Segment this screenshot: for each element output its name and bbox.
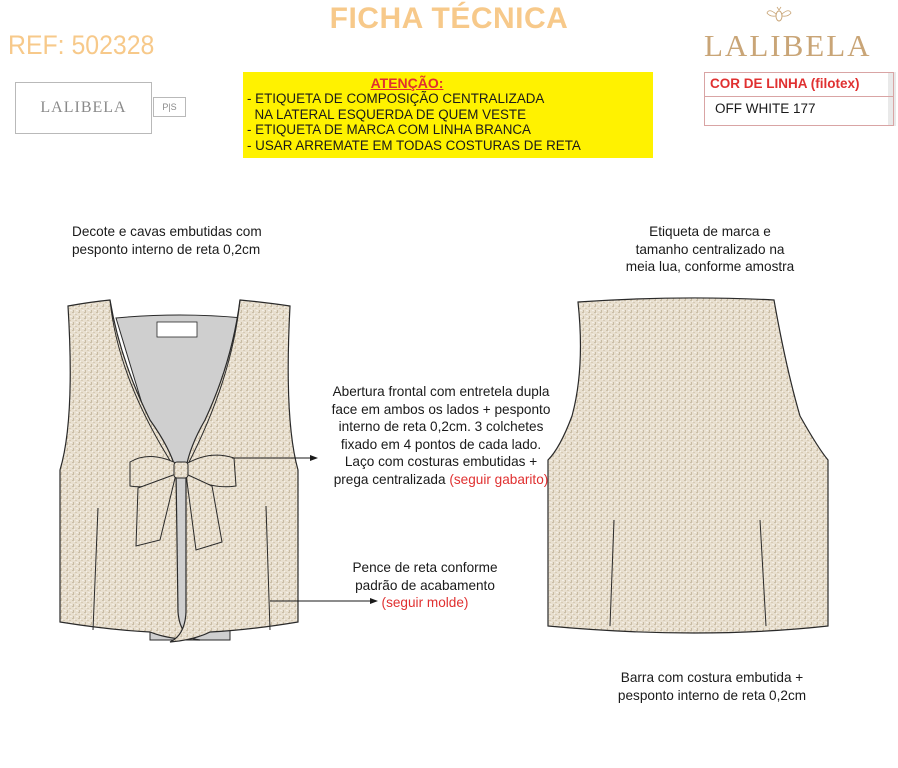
note-hem (592, 669, 832, 704)
attention-heading: ATENÇÃO: (370, 75, 444, 91)
note-bow (306, 453, 576, 488)
note-front-opening (306, 383, 576, 453)
size-label-mockup: P|S (153, 97, 186, 117)
note-line: tamanho centralizado na (635, 241, 785, 257)
note-line: Laço com costuras embutidas + (344, 454, 538, 469)
note-line: interno de reta 0,2cm. 3 colchetes (338, 419, 544, 434)
note-label-back (600, 223, 820, 276)
thread-color-heading: COR DE LINHA (filotex) (710, 76, 860, 91)
note-line: Pence de reta conforme (352, 560, 498, 575)
note-line: padrão de acabamento (355, 577, 495, 593)
page-title: FICHA TÉCNICA (329, 2, 569, 35)
note-line: pesponto interno de reta 0,2cm (617, 687, 807, 703)
note-line: Etiqueta de marca e (649, 224, 771, 239)
note-highlight: (seguir molde) (381, 595, 469, 610)
note-line: face em ambos os lados + pesponto (331, 401, 551, 417)
attention-line: - USAR ARREMATE EM TODAS COSTURAS DE RETA (247, 137, 581, 153)
note-line: meia lua, conforme amostra (625, 259, 795, 274)
reference-number: REF: 502328 (8, 30, 155, 60)
note-line (306, 471, 576, 489)
brand-logo: LALIBELA (704, 28, 872, 63)
note-highlight: (seguir gabarito) (449, 471, 549, 487)
note-line: fixado em 4 pontos de cada lado. (340, 436, 542, 452)
brand-label-mockup: LALIBELA (15, 82, 152, 134)
note-line: Decote e cavas embutidas com (72, 224, 262, 239)
note-line: pesponto interno de reta 0,2cm (72, 241, 261, 257)
note-line: Barra com costura embutida + (620, 670, 804, 685)
thread-color-value: OFF WHITE 177 (715, 101, 816, 116)
note-dart (340, 559, 510, 612)
vest-back-drawing (548, 298, 828, 633)
attention-line: NA LATERAL ESQUERDA DE QUEM VESTE (247, 106, 527, 122)
note-text: prega centralizada (333, 471, 450, 487)
note-line: Abertura frontal com entretela dupla (332, 384, 550, 399)
attention-line: - ETIQUETA DE COMPOSIÇÃO CENTRALIZADA (247, 91, 545, 106)
attention-line: - ETIQUETA DE MARCA COM LINHA BRANCA (247, 122, 531, 137)
note-neckline (72, 223, 312, 258)
